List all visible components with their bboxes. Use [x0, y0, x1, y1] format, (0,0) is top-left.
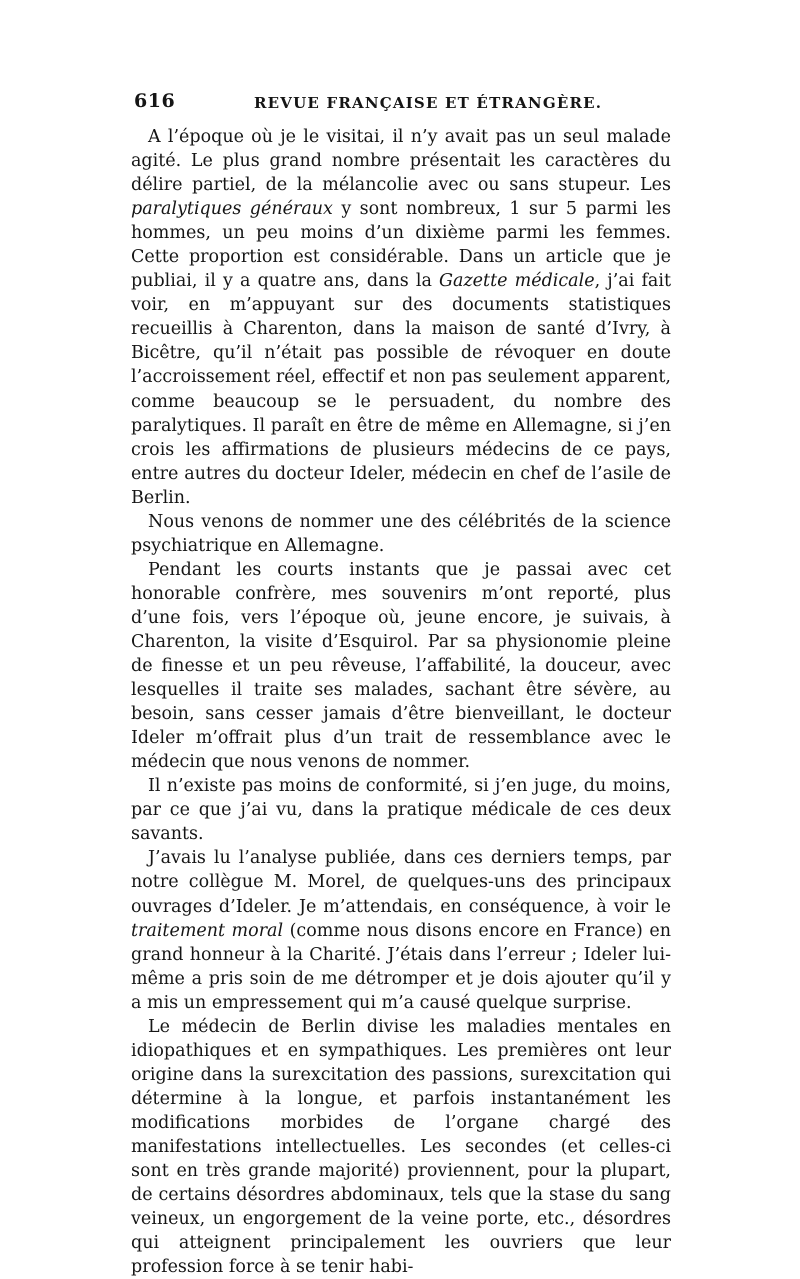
text-segment: Pendant les courts instants que je passai avec cet honorable confrère, mes souvenirs m’ont reporté, plus d’une fois, vers l’époque où, jeune encore, je suivais, à Charenton, la visite d’Esquirol. Par sa physionomie pleine de finesse et un peu rêveuse, l’affabilité, la douceur, avec lesquelles il traite ses malades, sachant être sévère, au besoin, sans cesser jamais d’être bienveillant, le docteur Ideler m’offrait plus d’un trait de ressemblance avec le médecin que nous venons de nommer.: [131, 559, 671, 773]
paragraph: [131, 558, 671, 774]
text-segment: Nous venons de nommer une des célébrités de la science psychiatrique en Allemagne.: [131, 511, 671, 556]
paragraph: [131, 846, 671, 1014]
text-segment: Le médecin de Berlin divise les maladies mentales en idiopathiques et en sympathiques. Les premières ont leur origine dans la surexcitation des passions, surexcitation qui détermine à la longue, et parfois instantanément les modifications morbides de l’organe chargé des manifestations intellectuelles. Les secondes (et celles-ci sont en très grande majorité) proviennent, pour la plupart, de certains désordres abdominaux, tels que la stase du sang veineux, un engorgement de la veine porte, etc., désordres qui atteignent principalement les ouvriers que leur profession force à se tenir habi-: [131, 1016, 671, 1278]
text-segment: (comme nous disons encore en France) en grand honneur à la Charité. J’étais dans l’erreur ; Ideler lui-même a pris soin de me détromper et je dois ajouter qu’il y a mis un empressement qui m’a causé quelque surprise.: [131, 920, 671, 1013]
paragraph: [131, 510, 671, 558]
text-segment: Il n’existe pas moins de conformité, si j’en juge, du moins, par ce que j’ai vu, dans la pratique médicale de ces deux savants.: [131, 776, 671, 845]
paragraph: [131, 125, 671, 510]
running-title: REVUE FRANÇAISE ET ÉTRANGÈRE.: [254, 94, 603, 112]
paragraph: [131, 1015, 671, 1279]
italic-term: paralytiques généraux: [131, 199, 333, 220]
text-segment: A l’époque où je le visitai, il n’y avait pas un seul malade agité. Le plus grand nombre présentait les caractères du délire partiel, de la mélancolie avec ou sans stupeur. Les: [131, 127, 671, 196]
text-segment: J’avais lu l’analyse publiée, dans ces derniers temps, par notre collègue M. Morel, de quelques-uns des principaux ouvrages d’Ideler. Je m’attendais, en conséquence, à voir le: [131, 848, 671, 917]
text-segment: y sont nombreux, 1 sur 5 parmi les hommes, un peu moins d’un dixième parmi les femmes. Cette proportion est considérable. Dans un article que je publiai, il y a quatre ans, dans la: [131, 199, 672, 292]
journal-title: Gazette médicale: [439, 271, 595, 292]
page-number: 616: [134, 90, 176, 112]
body-text: [131, 125, 671, 1279]
text-segment: , j’ai fait voir, en m’appuyant sur des documents statistiques recueillis à Charenton, dans la maison de santé d’Ivry, à Bicêtre, qu’il n’était pas possible de révoquer en doute l’accroissement réel, effectif et non pas seulement apparent, comme beaucoup se le persuadent, du nombre des paralytiques. Il paraît en être de même en Allemagne, si j’en crois les affirmations de plusieurs médecins de ce pays, entre autres du docteur Ideler, médecin en chef de l’asile de Berlin.: [131, 271, 671, 508]
page-header: [134, 90, 669, 118]
paragraph: [131, 774, 671, 846]
italic-term: traitement moral: [131, 920, 284, 941]
